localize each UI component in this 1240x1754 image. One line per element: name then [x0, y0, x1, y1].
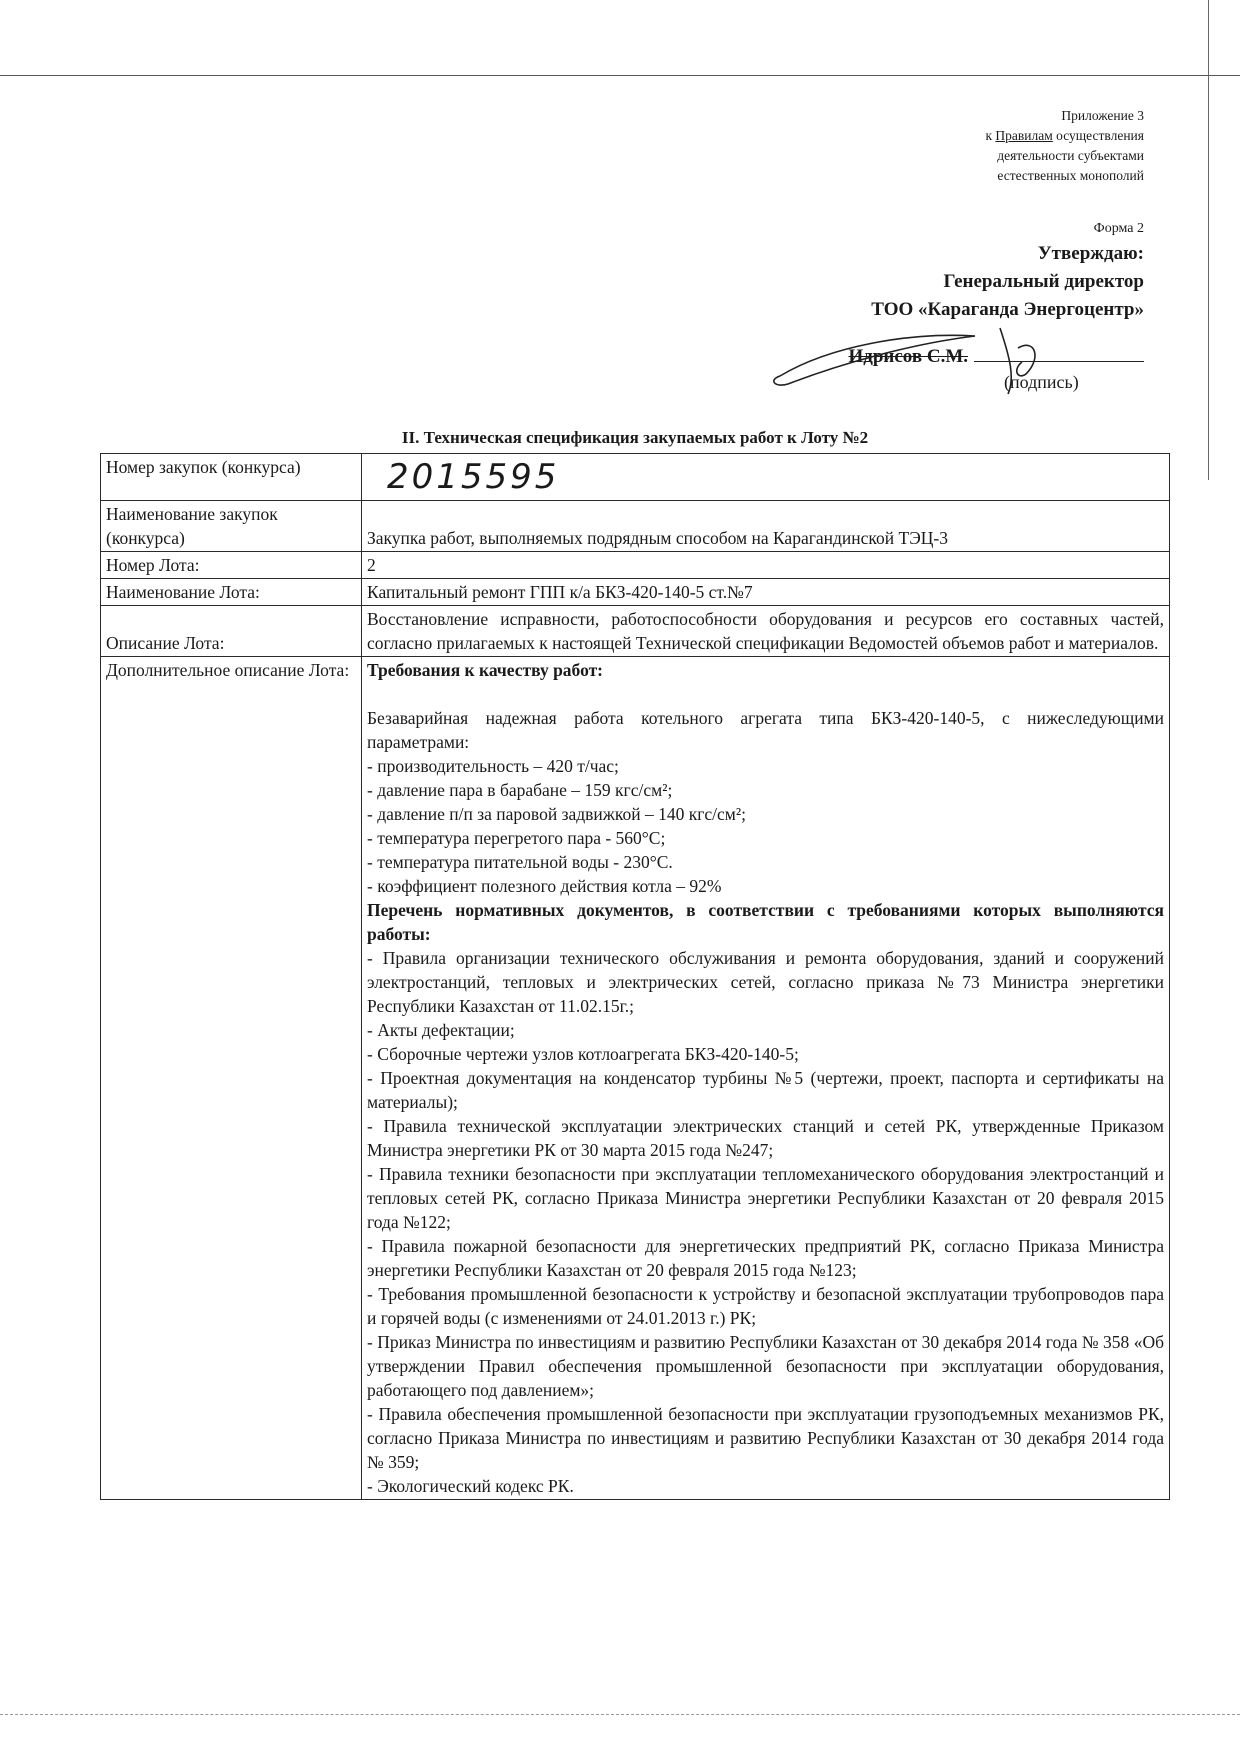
- purchase-number-cell: [362, 454, 1170, 501]
- scan-edge-top: [0, 75, 1240, 76]
- signatory-name: Идрисов С.М.: [848, 346, 968, 367]
- appendix-line-4: естественных монополий: [997, 168, 1144, 183]
- param-item: - давление пара в барабане – 159 кгс/см²;: [367, 780, 673, 800]
- approve-heading: Утверждаю:: [1037, 243, 1144, 264]
- table-row: [101, 657, 1170, 1500]
- doc-item: - Приказ Министра по инвестициям и развитию Республики Казахстан от 30 декабря 2014 года № 358 «Об утверждении Правил обеспечения промышленной безопасности при эксплуатации оборудования, работающего под давлением»;: [367, 1332, 1164, 1400]
- doc-item: - Акты дефектации;: [367, 1020, 515, 1040]
- doc-item: - Сборочные чертежи узлов котлоагрегата БКЗ-420-140-5;: [367, 1044, 799, 1064]
- purchase-name-value: Закупка работ, выполняемых подрядным способом на Карагандинской ТЭЦ-3: [362, 501, 1170, 552]
- company-name: ТОО «Караганда Энергоцентр»: [871, 299, 1144, 320]
- spec-title: II. Техническая спецификация закупаемых работ к Лоту №2: [401, 428, 869, 447]
- doc-item: - Проектная документация на конденсатор турбины №5 (чертежи, проект, паспорта и сертификаты на материалы);: [367, 1068, 1164, 1112]
- lot-description-label: Описание Лота:: [101, 606, 362, 657]
- handwritten-signature: [760, 318, 1100, 398]
- additional-description-label: Дополнительное описание Лота:: [101, 657, 362, 1500]
- docs-heading: Перечень нормативных документов, в соответствии с требованиями которых выполняются работы:: [367, 900, 1164, 944]
- table-row: [101, 552, 1170, 579]
- director-position: Генеральный директор: [943, 271, 1144, 292]
- form-number: Форма 2: [1093, 221, 1144, 236]
- param-item: - коэффициент полезного действия котла – 92%: [367, 876, 722, 896]
- appendix-line-3: деятельности субъектами: [997, 148, 1144, 163]
- table-row: [101, 501, 1170, 552]
- spec-table: [100, 453, 1170, 1500]
- doc-item: - Правила техники безопасности при эксплуатации тепломеханического оборудования электростанций и тепловых сетей РК, согласно Приказа Министра энергетики Республики Казахстан от 20 февраля 2015 года №122;: [367, 1164, 1164, 1232]
- purchase-number-value: 2015595: [387, 457, 560, 497]
- table-row: [101, 579, 1170, 606]
- spacer: [367, 682, 1164, 706]
- table-row: [101, 454, 1170, 501]
- table-row: [101, 606, 1170, 657]
- doc-item: - Правила пожарной безопасности для энергетических предприятий РК, согласно Приказа Министра энергетики Республики Казахстан от 20 февраля 2015 года №123;: [367, 1236, 1164, 1280]
- lot-name-label: Наименование Лота:: [101, 579, 362, 606]
- lot-number-value: 2: [362, 552, 1170, 579]
- doc-item: - Требования промышленной безопасности к устройству и безопасной эксплуатации трубопроводов пара и горячей воды (с изменениями от 24.01.2013 г.) РК;: [367, 1284, 1164, 1328]
- approval-block: [724, 218, 1144, 324]
- param-item: - давление п/п за паровой задвижкой – 140 кгс/см²;: [367, 804, 746, 824]
- signature-caption: (подпись): [1004, 372, 1079, 392]
- doc-item: - Правила организации технического обслуживания и ремонта оборудования, зданий и сооружений электростанций, тепловых и электрических сетей, согласно приказа №73 Министра энергетики Республики Казахстан от 11.02.15г.;: [367, 948, 1164, 1016]
- appendix-block: [784, 106, 1144, 186]
- rules-link: Правилам: [995, 128, 1053, 143]
- lot-number-label: Номер Лота:: [101, 552, 362, 579]
- additional-description-cell: [362, 657, 1170, 1500]
- quality-heading: Требования к качеству работ:: [367, 660, 604, 680]
- scan-edge-right: [1208, 0, 1209, 480]
- purchase-name-label: Наименование закупок (конкурса): [101, 501, 362, 552]
- scan-edge-bottom: [0, 1714, 1240, 1715]
- quality-intro: Безаварийная надежная работа котельного агрегата типа БКЗ-420-140-5, с нижеследующими параметрами:: [367, 708, 1164, 752]
- param-item: - производительность – 420 т/час;: [367, 756, 619, 776]
- purchase-number-label: Номер закупок (конкурса): [101, 454, 362, 501]
- lot-name-value: Капитальный ремонт ГПП к/а БКЗ-420-140-5 ст.№7: [362, 579, 1170, 606]
- lot-description-value: Восстановление исправности, работоспособности оборудования и ресурсов его составных частей, согласно прилагаемых к настоящей Технической спецификации Ведомостей объемов работ и материалов.: [362, 606, 1170, 657]
- doc-item: - Правила обеспечения промышленной безопасности при эксплуатации грузоподъемных механизмов РК, согласно Приказа Министра по инвестициям и развитию Республики Казахстан от 30 декабря 2014 года № 359;: [367, 1404, 1164, 1472]
- appendix-line-2: к Правилам осуществления: [985, 128, 1144, 143]
- param-item: - температура питательной воды - 230°С.: [367, 852, 673, 872]
- doc-item: - Экологический кодекс РК.: [367, 1476, 574, 1496]
- param-item: - температура перегретого пара - 560°С;: [367, 828, 666, 848]
- appendix-line-1: Приложение 3: [1061, 108, 1144, 123]
- doc-item: - Правила технической эксплуатации электрических станций и сетей РК, утвержденные Приказом Министра энергетики РК от 30 марта 2015 года №247;: [367, 1116, 1164, 1160]
